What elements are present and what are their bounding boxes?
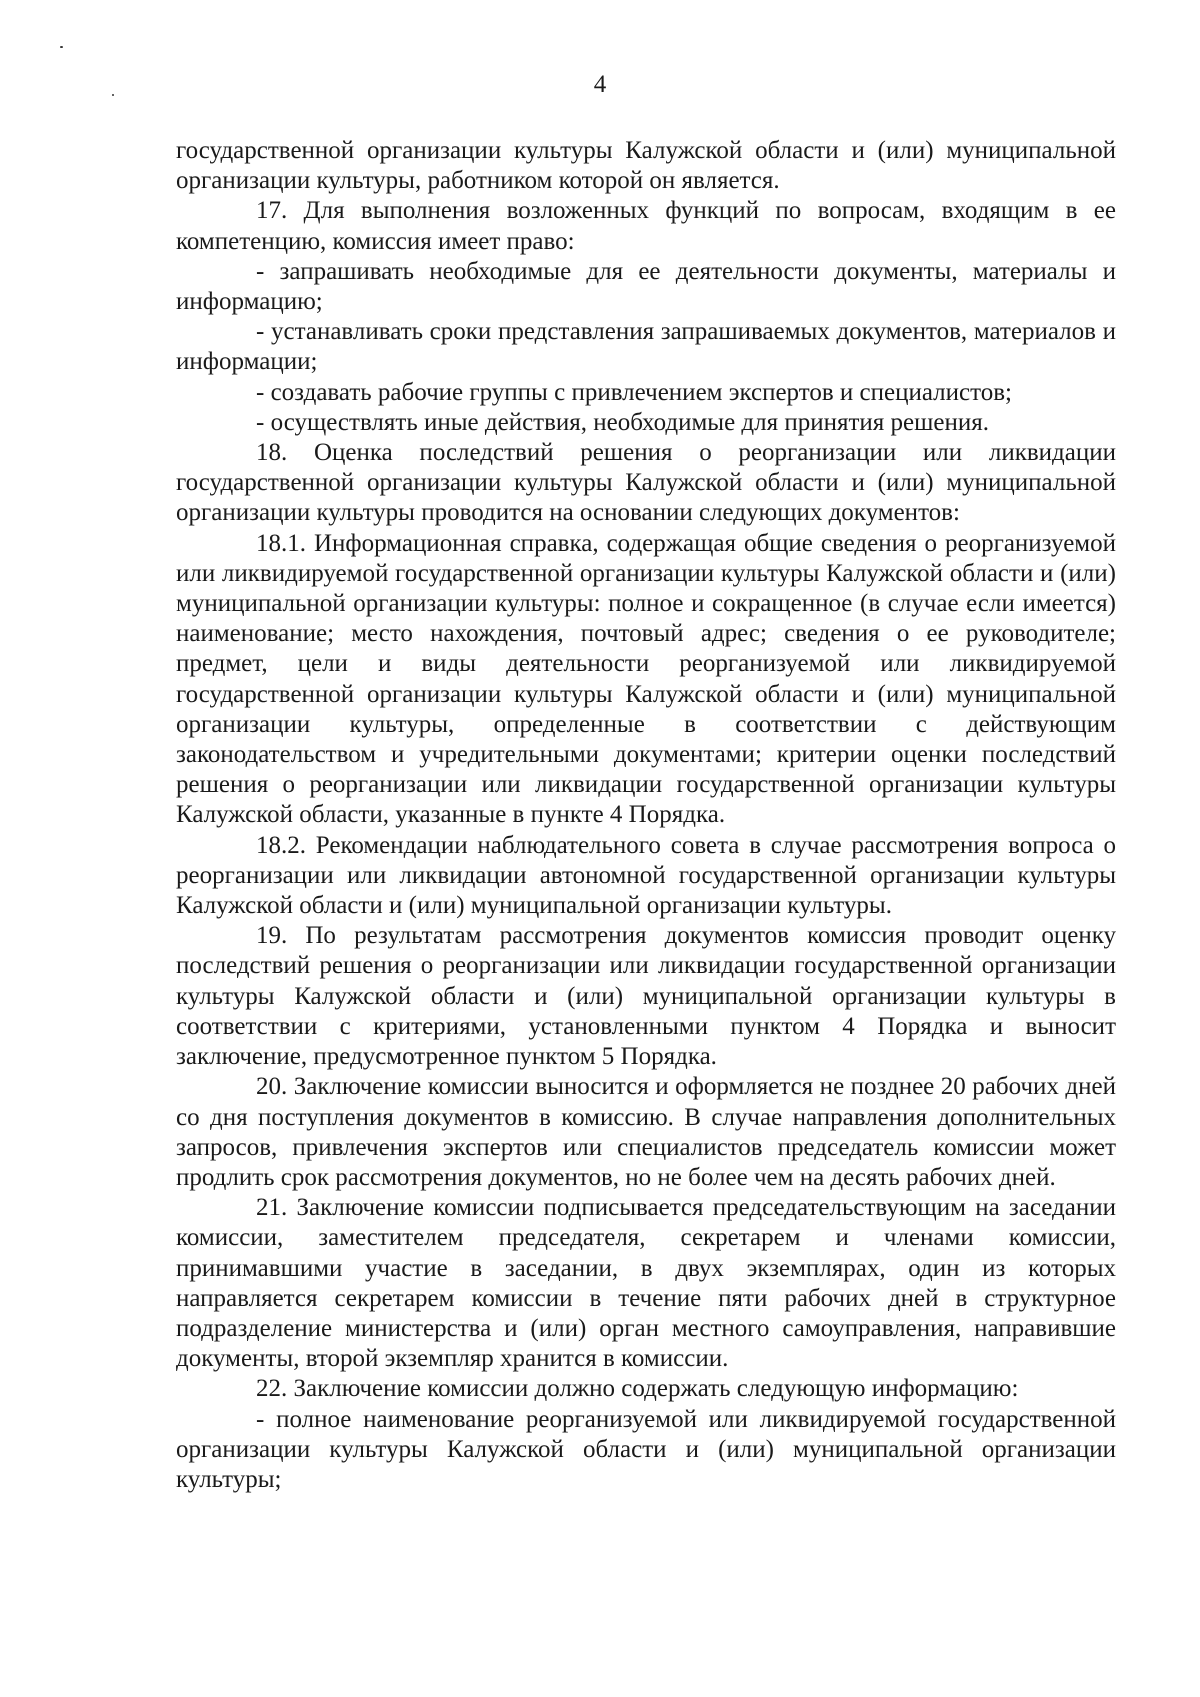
scan-speck [60,46,63,48]
list-item-full-name: - полное наименование реорганизуемой или ликвидируемой государственной организации культуры Калужской области и (или) муниципальной организации культуры; [176,1405,1116,1493]
list-item-set-deadlines: - устанавливать сроки представления запрашиваемых документов, материалов и информации; [176,318,1116,376]
paragraph-17: 17. Для выполнения возложенных функций по вопросам, входящим в ее компетенцию, комиссия имеет право: [176,197,1116,255]
paragraph-continuation: государственной организации культуры Калужской области и (или) муниципальной организации культуры, работником которой он является. [176,137,1116,195]
page-number: 4 [593,71,607,98]
paragraph-18-2: 18.2. Рекомендации наблюдательного совета в случае рассмотрения вопроса о реорганизации или ликвидации автономной государственной организации культуры Калужской области и (или) муниципальной организации культуры. [176,831,1116,920]
paragraph-19: 19. По результатам рассмотрения документов комиссия проводит оценку последствий решения о реорганизации или ликвидации государственной организации культуры Калужской области и (или) муниципальной организации культуры в соответствии с критериями, установленными пунктом 4 Порядка и выносит заключение, предусмотренное пунктом 5 Порядка. [176,922,1116,1071]
paragraph-20: 20. Заключение комиссии выносится и оформляется не позднее 20 рабочих дней со дня поступления документов в комиссию. В случае направления дополнительных запросов, привлечения экспертов или специалистов председатель комиссии может продлить срок рассмотрения документов, но не более чем на десять рабочих дней. [176,1073,1116,1191]
document-body [176,136,1116,1495]
paragraph-18: 18. Оценка последствий решения о реорганизации или ликвидации государственной организации культуры Калужской области и (или) муниципальной организации культуры проводится на основании следующих документов: [176,439,1116,527]
list-item-create-working-groups: - создавать рабочие группы с привлечением экспертов и специалистов; [256,378,1012,406]
paragraph-22: 22. Заключение комиссии должно содержать следующую информацию: [256,1375,1019,1403]
paragraph-18-1: 18.1. Информационная справка, содержащая общие сведения о реорганизуемой или ликвидируемой государственной организации культуры Калужской области и (или) муниципальной организации культуры: полное и сокращенное (в случае если имеется) наименование; место нахождения, почтовый адрес; сведения о ее руководителе; предмет, цели и виды деятельности реорганизуемой или ликвидируемой государственной организации культуры Калужской области и (или) муниципальной организации культуры, определенные в соответствии с действующим законодательством и учредительными документами; критерии оценки последствий решения о реорганизации или ликвидации государственной организации культуры Калужской области, указанные в пункте 4 Порядка. [176,529,1116,829]
list-item-request-documents: - запрашивать необходимые для ее деятельности документы, материалы и информацию; [176,257,1116,316]
paragraph-21: 21. Заключение комиссии подписывается председательствующим на заседании комиссии, заместителем председателя, секретарем и членами комиссии, принимавшими участие в заседании, в двух экземплярах, один из которых направляется секретарем комиссии в течение пяти рабочих дней в структурное подразделение министерства и (или) орган местного самоуправления, направившие документы, второй экземпляр хранится в комиссии. [176,1194,1116,1373]
list-item-other-actions: - осуществлять иные действия, необходимые для принятия решения. [256,408,989,436]
